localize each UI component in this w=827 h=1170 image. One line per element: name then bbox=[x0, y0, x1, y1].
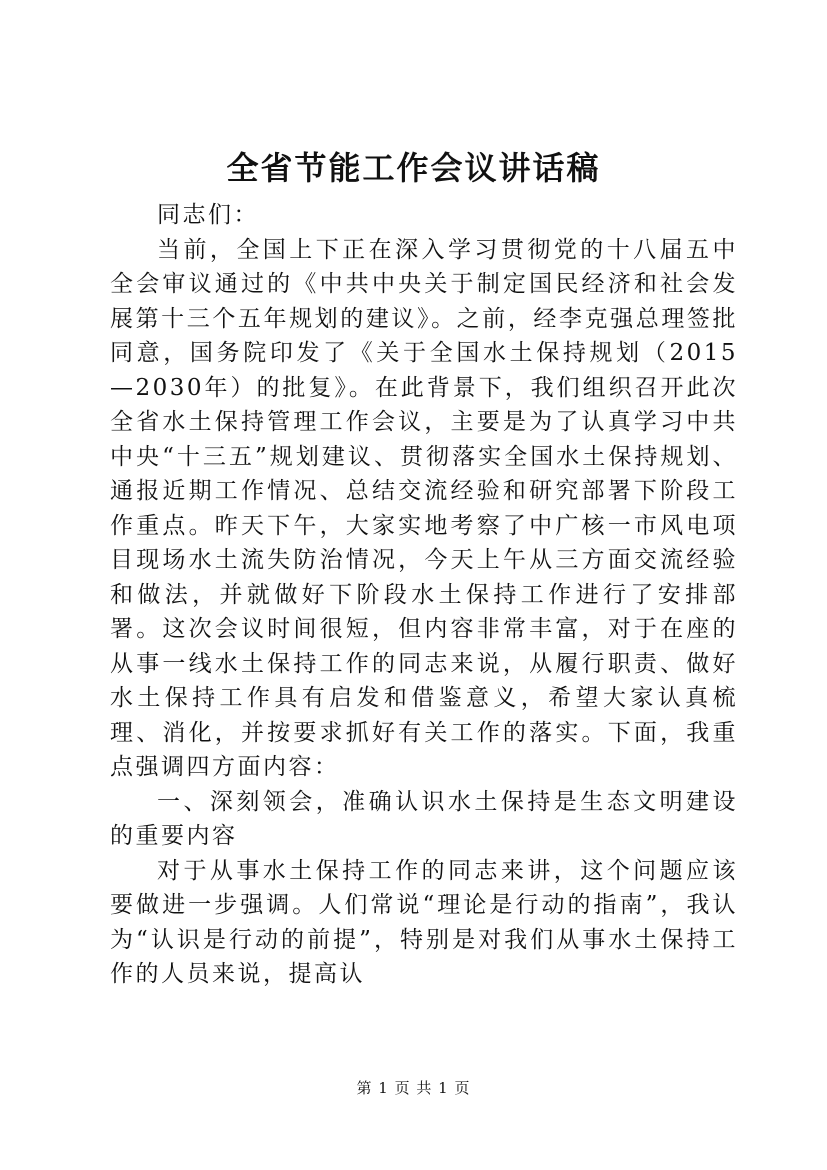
salutation-paragraph: 同志们： bbox=[157, 202, 259, 228]
section-heading: 一、深刻领会，准确认识水土保持是生态文明建设的重要内容 bbox=[110, 788, 738, 849]
document-body bbox=[110, 198, 738, 992]
document-title: 全省节能工作会议讲话稿 bbox=[226, 149, 601, 187]
page-footer: 第 1 页 共 1 页 bbox=[356, 1079, 471, 1097]
section-body-paragraph: 对于从事水土保持工作的同志来讲，这个问题应该要做进一步强调。人们常说“理论是行动的指南”，我认为“认识是行动的前提”，特别是对我们从事水土保持工作的人员来说，提高认 bbox=[110, 857, 738, 987]
intro-paragraph: 当前，全国上下正在深入学习贯彻党的十八届五中全会审议通过的《中共中央关于制定国民经济和社会发展第十三个五年规划的建议》。之前，经李克强总理签批同意，国务院印发了《关于全国水土保持规划（2015—2030年）的批复》。在此背景下，我们组织召开此次全省水土保持管理工作会议，主要是为了认真学习中共中央“十三五”规划建议、贯彻落实全国水土保持规划、通报近期工作情况、总结交流经验和研究部署下阶段工作重点。昨天下午，大家实地考察了中广核一市风电项目现场水土流失防治情况，今天上午从三方面交流经验和做法，并就做好下阶段水土保持工作进行了安排部署。这次会议时间很短，但内容非常丰富，对于在座的从事一线水土保持工作的同志来说，从履行职责、做好水土保持工作具有启发和借鉴意义，希望大家认真梳理、消化，并按要求抓好有关工作的落实。下面，我重点强调四方面内容： bbox=[110, 236, 738, 780]
